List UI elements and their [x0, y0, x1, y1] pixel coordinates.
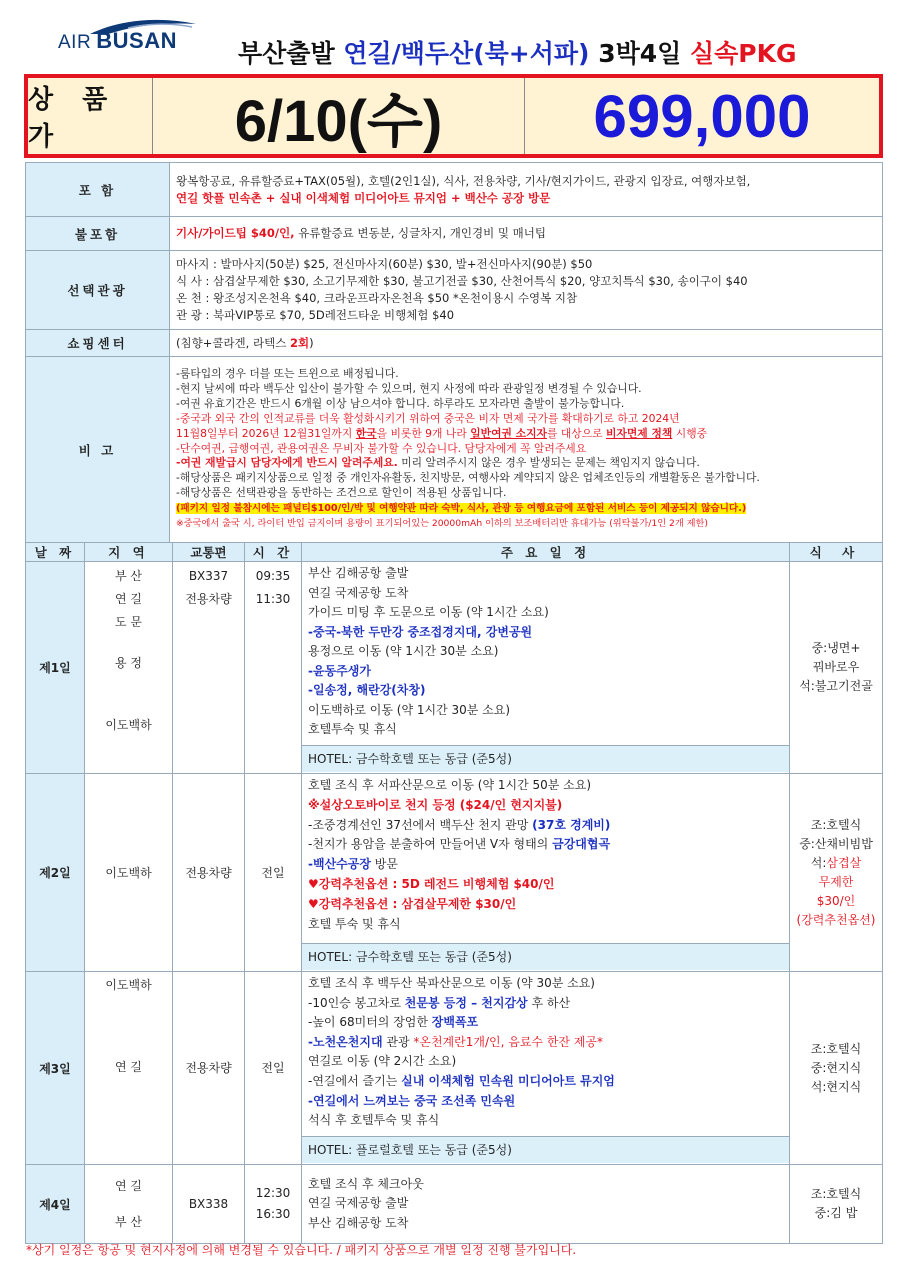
day-1-row [26, 562, 883, 774]
plan-line [308, 895, 783, 915]
day-3-hotel: HOTEL: 플로럴호텔 또는 동급 (준5성) [302, 1136, 789, 1163]
plan-seg: 중조접경지대, 강변공원 [407, 624, 533, 639]
plan-line: 호텔 조식 후 백두산 북파산문으로 이동 (약 30분 소요) [308, 976, 595, 990]
package-info-table [25, 162, 883, 543]
col-region: 지 역 [85, 543, 173, 562]
meal [790, 854, 882, 873]
plan-line: 이도백하로 이동 (약 1시간 30분 소요) [308, 702, 511, 717]
meal: 석:불고기전골 [799, 679, 873, 693]
air-busan-logo [58, 28, 177, 68]
itinerary-header-row [26, 543, 883, 562]
remark-line [176, 501, 876, 517]
plan-line: 호텔 조식 후 서파산문으로 이동 (약 1시간 50분 소요) [308, 778, 592, 792]
day-3-regions [85, 972, 173, 1165]
include-line-1: 왕복항공료, 유류할증료+TAX(05월), 호텔(2인1실), 식사, 전용차량, 기사/현지가이드, 관광지 입장료, 여행자보험, [176, 173, 751, 188]
remark-seg: 시행중 [672, 426, 708, 440]
day-4-label: 제4일 [26, 1165, 85, 1244]
day-4-transport: BX338 [173, 1165, 245, 1244]
plan-line [308, 1033, 783, 1053]
meal: $30/인 [816, 893, 856, 908]
include-value [170, 163, 883, 217]
price-box [24, 74, 883, 158]
day-4-row [26, 1165, 883, 1244]
col-date: 날 짜 [26, 543, 85, 562]
plan-seg: 금강대협곡 [552, 837, 611, 852]
plan-seg: 강력추천옵션 : 5D 레전드 비행체험 $40/인 [318, 876, 555, 891]
plan-line [308, 681, 783, 701]
region: 이도백하 [105, 718, 152, 732]
plan-line [308, 835, 783, 855]
day-2-plan-lines [302, 774, 789, 943]
plan-seg: -연길에서 즐기는 [308, 1073, 402, 1088]
meal: 조:호텔식 [810, 1187, 862, 1201]
plan-line: ※설상오토바이로 천지 등정 ($24/인 현지지불) [308, 797, 563, 812]
day-3-transport: 전용차량 [173, 972, 245, 1165]
remark-line: -현지 날씨에 따라 백두산 입산이 불가할 수 있으며, 현지 사정에 따라 관광일정 변경될 수 있습니다. [176, 381, 642, 395]
plan-seg: 천문봉 등정 – 천지감상 [404, 995, 528, 1010]
plan-seg: -조중경계선인 37선에서 백두산 천지 관망 [308, 817, 533, 832]
shopping-count: 2회 [289, 335, 310, 350]
region: 이도백하 [105, 978, 152, 992]
plan-seg: 관광 [382, 1034, 414, 1049]
time: 11:30 [255, 592, 291, 606]
day-3-row [26, 972, 883, 1165]
meal: 석:현지식 [810, 1079, 862, 1094]
itinerary-table [25, 542, 883, 1244]
optional-line: 식 사 : 삼겹살무제한 $30, 소고기무제한 $30, 불고기전골 $30, 산천어특식 $20, 양꼬치특식 $30, 송이구이 $40 [176, 274, 748, 288]
departure-date: 6/10(수) [153, 78, 525, 154]
plan-line [308, 994, 783, 1014]
remark-line: -단수여권, 급행여권, 관용여권은 무비자 불가할 수 있습니다. 담당자에게 꼭 알려주세요 [176, 441, 587, 455]
remarks-label: 비 고 [26, 357, 170, 543]
meal: 중:김 밥 [814, 1206, 858, 1220]
title-duration: 3박4일 [598, 39, 682, 68]
plan-line: 석식 후 호텔투숙 및 휴식 [308, 1113, 440, 1128]
remark-line: -해당상품은 선택관광을 동반하는 조건으로 할인이 적용된 상품입니다. [176, 486, 507, 500]
plan-line [308, 855, 783, 875]
meal: 중:산채비빔밥 [799, 836, 873, 851]
heart-icon: ♥ [308, 896, 319, 911]
plan-line: 호텔 조식 후 체크아웃 [308, 1176, 424, 1191]
remark-line: -해당상품은 패키지상품으로 일정 중 개인자유활동, 친지방문, 여행사와 계약되지 않은 업체조인등의 개별활동은 불가합니다. [176, 471, 760, 485]
region: 연 길 [115, 1060, 142, 1074]
plan-line: 가이드 미팅 후 도문으로 이동 (약 1시간 소요) [308, 605, 549, 619]
plan-seg: (37호 경계비) [532, 817, 611, 832]
day-2-label: 제2일 [26, 774, 85, 972]
optional-line: 마사지 : 발마사지(50분) $25, 전신마사지(60분) $30, 발+전신마사지(90분) $50 [176, 257, 593, 271]
price-label: 상 품 가 [28, 78, 153, 154]
day-1-hotel: HOTEL: 금수학호텔 또는 동급 (준5성) [302, 745, 789, 772]
optional-line: 온 천 : 왕조성지온천욕 $40, 크라운프라자온천욕 $50 *온천이용시 수영복 지참 [176, 291, 578, 305]
day-1-time [245, 562, 302, 774]
shopping-row [26, 330, 883, 357]
title-package-type: 실속PKG [690, 39, 797, 68]
day-2-meals [790, 774, 883, 972]
day-1-meals [790, 562, 883, 774]
plan-line: 연길 국제공항 도착 [308, 585, 409, 600]
meal-seg: 석: [810, 855, 827, 870]
region-spacer [85, 634, 172, 652]
remark-seg: 한국 [355, 426, 377, 440]
region: 연 길 [115, 592, 142, 606]
day-1-plan [302, 562, 790, 774]
col-time: 시 간 [245, 543, 302, 562]
remark-line: ※중국에서 출국 시, 라이터 반입 금지이며 용량이 표기되어있는 20000mAh 이하의 보조배터리만 휴대가능 (위탁불가/1인 2개 제한) [176, 518, 708, 530]
day-3-time: 전일 [245, 972, 302, 1165]
remark-seg: 11월8일부터 2026년 12월31일까지 [176, 426, 356, 440]
plan-line: 호텔 투숙 및 휴식 [308, 916, 401, 931]
day-1-regions [85, 562, 173, 774]
plan-line: 연길로 이동 (약 2시간 소요) [308, 1054, 457, 1069]
day-1-plan-lines [302, 562, 789, 745]
plan-seg: -중국-북한 두만강 [308, 624, 408, 639]
day-2-region: 이도백하 [85, 774, 173, 972]
exclude-value [170, 217, 883, 251]
meal: 중:현지식 [810, 1060, 862, 1075]
plan-line: 부산 김해공항 출발 [308, 566, 409, 580]
page-header [0, 0, 905, 72]
optional-tour-row [26, 251, 883, 330]
plan-seg: 방문 [370, 857, 398, 872]
time: 16:30 [255, 1207, 291, 1221]
plan-seg: 강력추천옵션 : 삼겹살무제한 $30/인 [318, 896, 517, 911]
col-transport: 교통편 [173, 543, 245, 562]
include-row [26, 163, 883, 217]
plan-line [308, 623, 783, 643]
plan-seg: 장백폭포 [431, 1015, 479, 1030]
shopping-items: (침향+콜라겐, 라텍스 [176, 335, 290, 350]
day-3-meals [790, 972, 883, 1165]
day-3-plan [302, 972, 790, 1165]
plan-seg: -10인승 봉고차로 [308, 995, 405, 1010]
remark-line: -룸타입의 경우 더블 또는 트윈으로 배정됩니다. [176, 367, 399, 381]
exclude-label: 불포함 [26, 217, 170, 251]
optional-tour-label: 선택관광 [26, 251, 170, 330]
col-plan: 주 요 일 정 [302, 543, 790, 562]
plan-seg: -일송정, [308, 683, 357, 697]
day-2-time: 전일 [245, 774, 302, 972]
page-title [238, 34, 797, 70]
plan-seg: -백산수공장 [308, 857, 371, 872]
day-2-transport: 전용차량 [173, 774, 245, 972]
plan-line: 용정으로 이동 (약 1시간 30분 소요) [308, 644, 499, 658]
optional-tour-value [170, 251, 883, 330]
plan-seg: 후 하산 [527, 995, 571, 1010]
time: 12:30 [255, 1186, 291, 1200]
exclude-row [26, 217, 883, 251]
day-1-transport [173, 562, 245, 774]
remark-line [176, 427, 876, 442]
meal: 무제한 [818, 874, 854, 889]
shopping-close: ) [309, 335, 314, 350]
include-label: 포 함 [26, 163, 170, 217]
day-4-plan [302, 1165, 790, 1244]
remark-seg: 를 대상으로 [546, 426, 606, 440]
plan-line [308, 1072, 783, 1092]
day-4-meals [790, 1165, 883, 1244]
region: 도 문 [115, 615, 142, 629]
plan-line [308, 875, 783, 895]
plan-line: 부산 김해공항 도착 [308, 1215, 409, 1230]
include-line-2: 연길 핫플 민속촌 + 실내 이색체험 미디어아트 뮤지엄 + 백산수 공장 방문 [176, 190, 551, 205]
day-4-time [245, 1165, 302, 1244]
col-meal: 식 사 [790, 543, 883, 562]
penalty-notice: (패키지 일정 불참시에는 패널티$100/인/박 및 여행약관 따라 숙박, 식사, 관광 등 여행요금에 포함된 서비스 등이 제공되지 않습니다.) [176, 503, 747, 515]
remark-seg: 을 비롯한 9개 나라 [376, 426, 471, 440]
remark-seg: 비자면제 정책 [606, 426, 673, 440]
time: 09:35 [255, 569, 291, 583]
meal: 조:호텔식 [810, 1041, 862, 1056]
exclude-rest: 유류할증료 변동분, 싱글차지, 개인경비 및 매너팁 [294, 226, 546, 240]
plan-line: -윤동주생가 [308, 663, 371, 678]
meal-seg: 삼겹살 [826, 855, 862, 870]
day-2-row [26, 774, 883, 972]
region: 용 정 [115, 656, 142, 670]
meal: 꿔바로우 [812, 660, 860, 674]
plan-seg: 실내 이색체험 민속원 미디어아트 뮤지엄 [401, 1073, 615, 1088]
plan-line [308, 816, 783, 836]
transport: 전용차량 [185, 592, 232, 606]
day-2-plan [302, 774, 790, 972]
day-3-plan-lines [302, 972, 789, 1136]
day-3-label: 제3일 [26, 972, 85, 1165]
title-destination: 연길/백두산(북+서파) [343, 39, 590, 68]
wing-swoosh-icon [88, 18, 198, 36]
region-spacer [85, 675, 172, 714]
meal: 중:냉면+ [811, 641, 861, 655]
plan-seg: *온천계란1개/인, 음료수 한잔 제공* [413, 1034, 604, 1049]
region: 부 산 [115, 1215, 142, 1229]
day-2-hotel: HOTEL: 금수학호텔 또는 동급 (준5성) [302, 943, 789, 970]
plan-seg: -천지가 용암을 분출하여 만들어낸 V자 형태의 [308, 837, 553, 852]
remarks-row [26, 357, 883, 543]
region: 부 산 [115, 569, 142, 583]
remark-line: -여권 유효기간은 반드시 6개월 이상 남으셔야 합니다. 하루라도 모자라면 출발이 불가능합니다. [176, 396, 625, 410]
plan-seg: -높이 68미터의 장엄한 [308, 1015, 432, 1030]
meal: 조:호텔식 [810, 817, 862, 832]
package-price: 699,000 [525, 78, 879, 154]
logo-air-text: AIR [58, 32, 92, 53]
day-1-label: 제1일 [26, 562, 85, 774]
heart-icon: ♥ [308, 876, 319, 891]
exclude-tip: 기사/가이드팁 $40/인, [176, 226, 295, 240]
remark-seg: 일반여권 소지자 [470, 426, 547, 440]
plan-seg: 해란강(차창) [356, 683, 426, 697]
flight-number: BX337 [188, 569, 229, 583]
plan-line [308, 1013, 783, 1033]
remark-seg: 미리 알려주시지 않은 경우 발생되는 문제는 책임지지 않습니다. [397, 456, 700, 470]
shopping-label: 쇼핑센터 [26, 330, 170, 357]
title-departure: 부산출발 [238, 39, 335, 68]
remark-seg: -여권 재발급시 담당자에게 반드시 알려주세요. [176, 456, 398, 470]
plan-line: 연길 국제공항 출발 [308, 1196, 409, 1211]
day-4-plan-lines [302, 1173, 789, 1236]
region: 연 길 [115, 1179, 142, 1193]
day-4-regions [85, 1165, 173, 1244]
remark-line: -중국과 외국 간의 인적교류를 더욱 활성화시키기 위하여 중국은 비자 면제 국가를 확대하기로 하고 2024년 [176, 411, 680, 425]
remark-line [176, 456, 876, 471]
footer-notice: *상기 일정은 항공 및 현지사정에 의해 변경될 수 있습니다. / 패키지 상품으로 개별 일정 진행 불가입니다. [26, 1243, 577, 1257]
logo-busan-text: BUSAN [96, 28, 178, 53]
meal: (강력추천옵션) [796, 912, 876, 927]
optional-line: 관 광 : 북파VIP통로 $70, 5D레전드타운 비행체험 $40 [176, 308, 455, 322]
shopping-value [170, 330, 883, 357]
plan-seg: -노천온천지대 [308, 1034, 383, 1049]
region-spacer [85, 995, 172, 1057]
plan-line: 호텔투숙 및 휴식 [308, 722, 397, 736]
remarks-value [170, 357, 883, 543]
plan-line: -연길에서 느껴보는 중국 조선족 민속원 [308, 1093, 516, 1108]
